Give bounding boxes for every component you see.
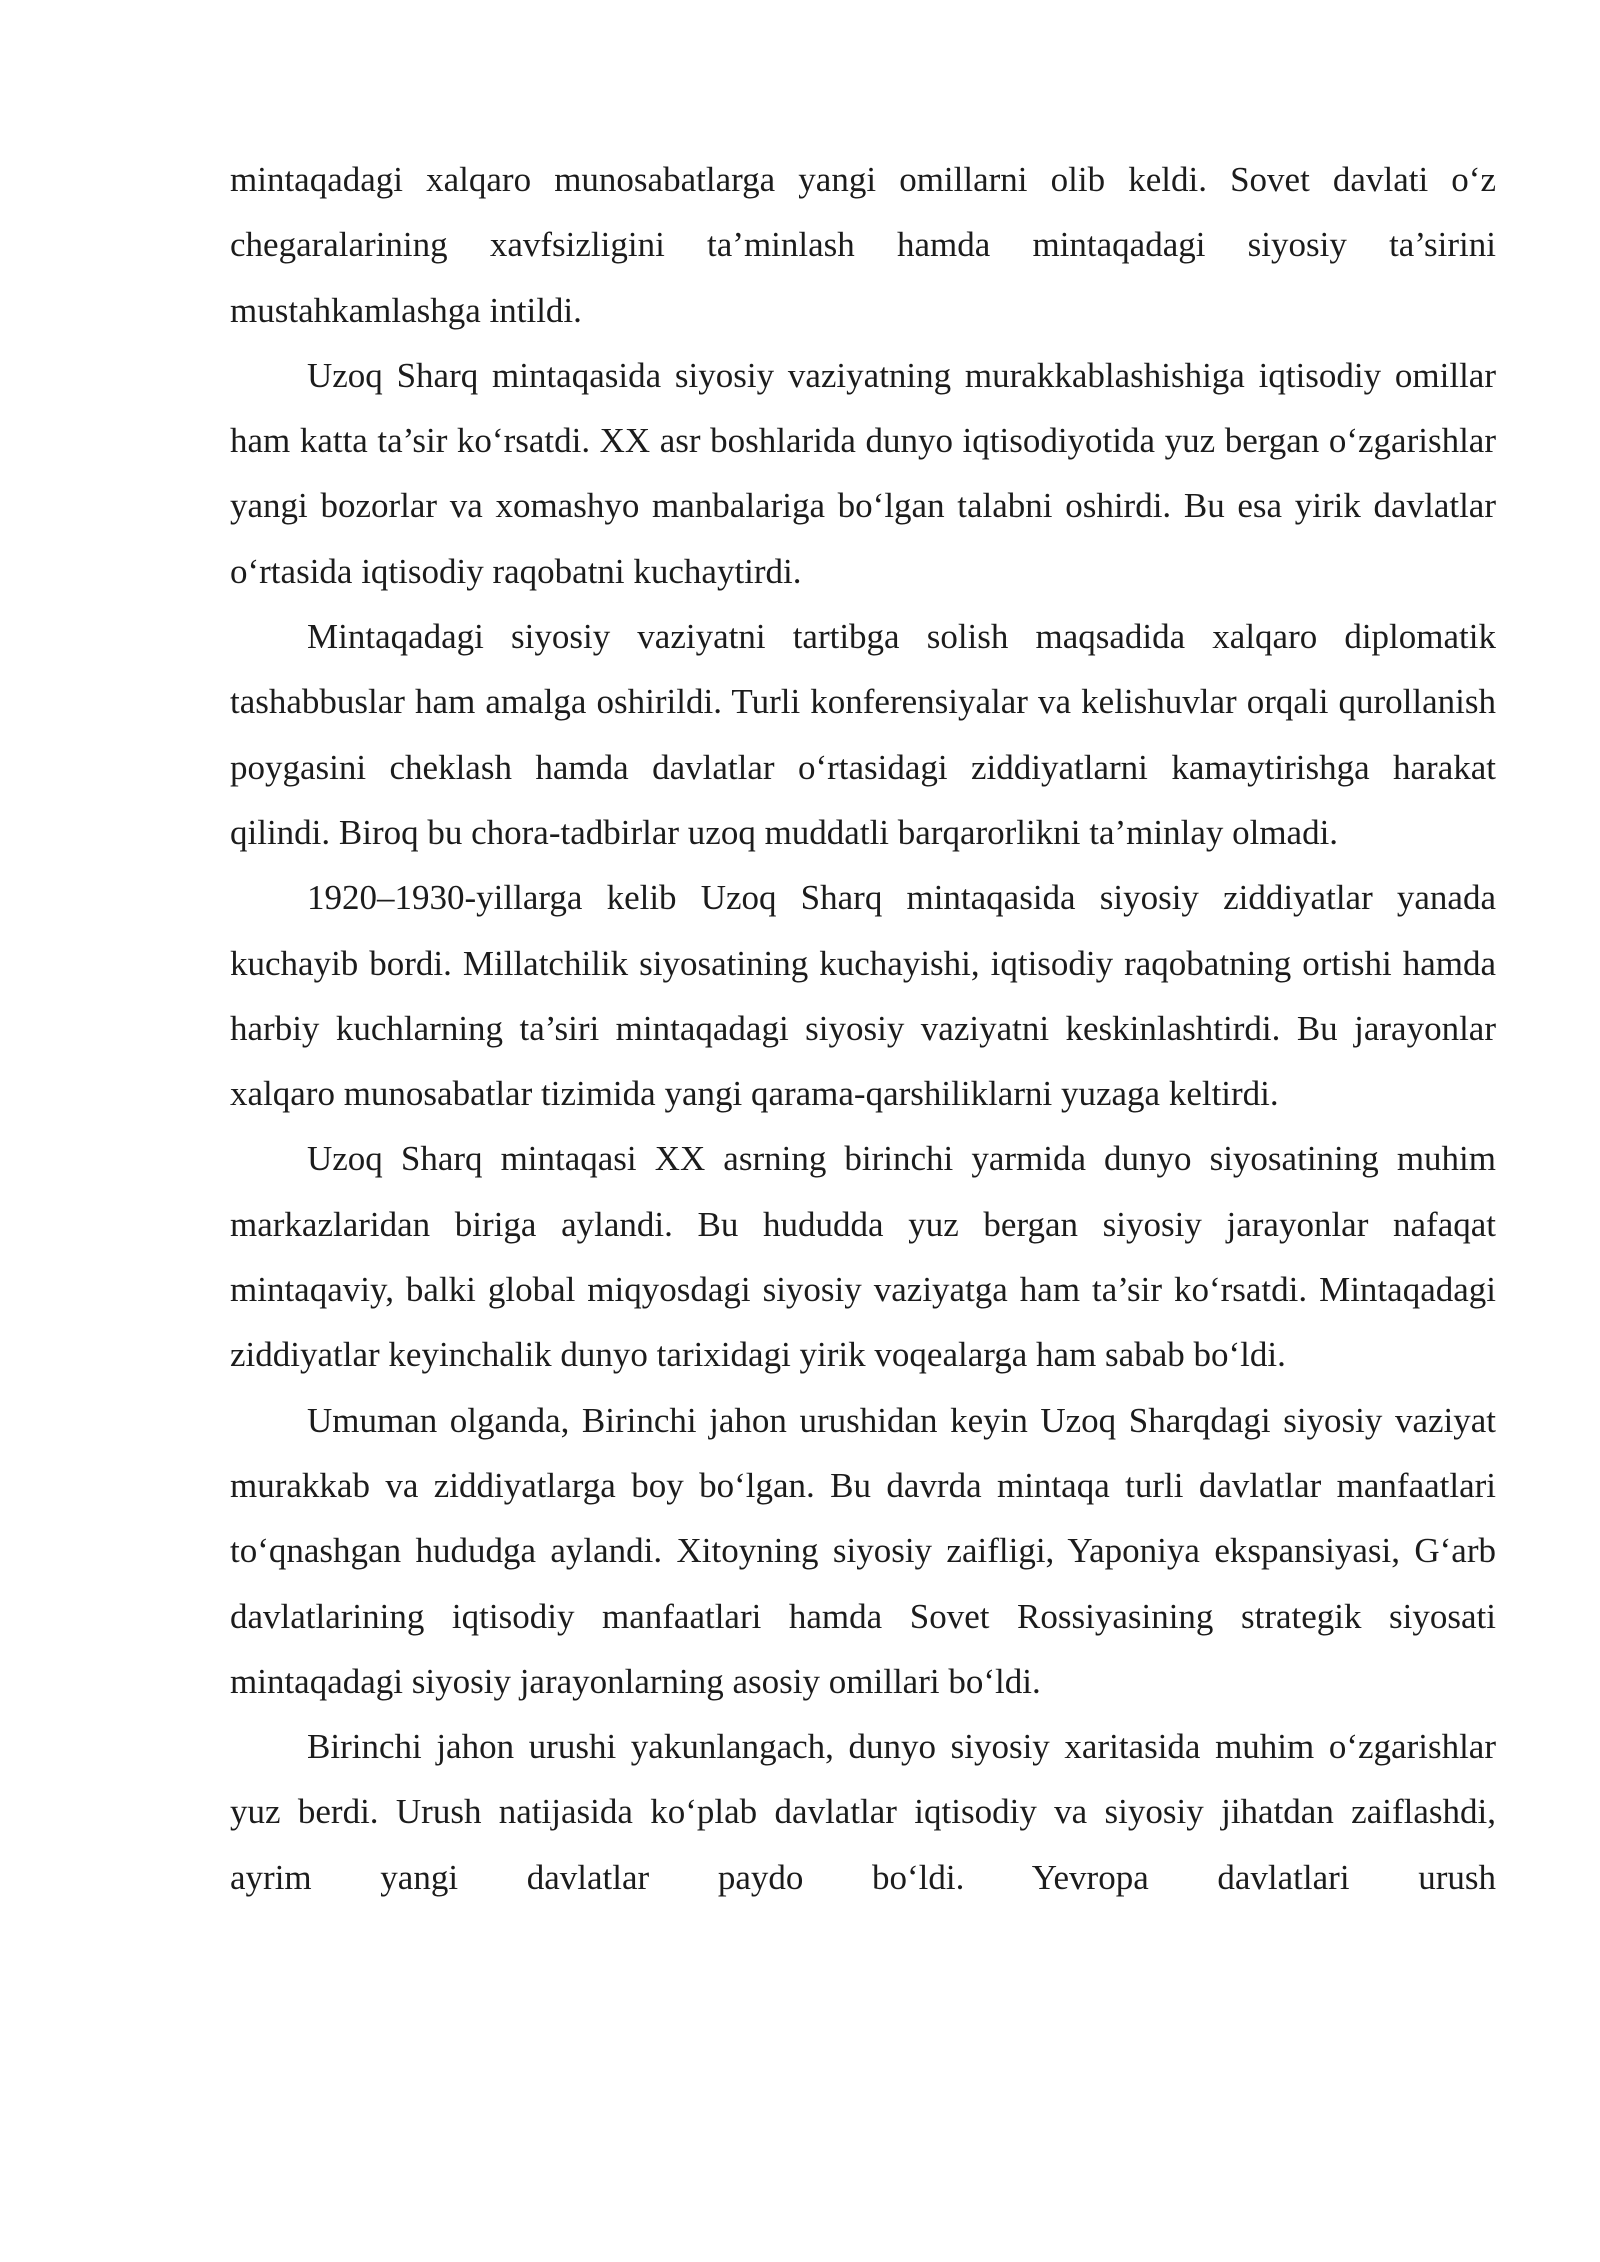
paragraph-5: Uzoq Sharq mintaqasi XX asrning birinchi yarmida dunyo siyosatining muhim markazlaridan biriga aylandi. Bu hududda yuz bergan siyosiy jarayonlar nafaqat mintaqaviy, balki global miqyosdagi siyosiy vaziyatga ham ta’sir ko‘rsatdi. Mintaqadagi ziddiyatlar keyinchalik dunyo tarixidagi yirik voqealarga ham sabab bo‘ldi.: [230, 1139, 1496, 1375]
paragraph-1: mintaqadagi xalqaro munosabatlarga yangi omillarni olib keldi. Sovet davlati o‘z chegaralarining xavfsizligini ta’minlash hamda mintaqadagi siyosiy ta’sirini mustahkamlashga intildi.: [230, 160, 1496, 330]
paragraph-4: 1920–1930-yillarga kelib Uzoq Sharq mintaqasida siyosiy ziddiyatlar yanada kuchayib bordi. Millatchilik siyosatining kuchayishi, iqtisodiy raqobatning ortishi hamda harbiy kuchlarning ta’siri mintaqadagi siyosiy vaziyatni keskinlashtirdi. Bu jarayonlar xalqaro munosabatlar tizimida yangi qarama-qarshiliklarni yuzaga keltirdi.: [230, 878, 1496, 1114]
paragraph-2: Uzoq Sharq mintaqasida siyosiy vaziyatning murakkablashishiga iqtisodiy omillar ham katta ta’sir ko‘rsatdi. XX asr boshlarida dunyo iqtisodiyotida yuz bergan o‘zgarishlar yangi bozorlar va xomashyo manbalariga bo‘lgan talabni oshirdi. Bu esa yirik davlatlar o‘rtasida iqtisodiy raqobatni kuchaytirdi.: [230, 355, 1496, 591]
paragraph-7-continues: Birinchi jahon urushi yakunlangach, dunyo siyosiy xaritasida muhim o‘zgarishlar yuz berdi. Urush natijasida ko‘plab davlatlar iqtisodiy va siyosiy jihatdan zaiflashdi, ayrim yangi davlatlar paydo bo‘ldi. Yevropa davlatlari urush: [230, 1727, 1496, 1897]
paragraph-6: Umuman olganda, Birinchi jahon urushidan keyin Uzoq Sharqdagi siyosiy vaziyat murakkab va ziddiyatlarga boy bo‘lgan. Bu davrda mintaqa turli davlatlar manfaatlari to‘qnashgan hududga aylandi. Xitoyning siyosiy zaifligi, Yaponiya ekspansiyasi, G‘arb davlatlarining iqtisodiy manfaatlari hamda Sovet Rossiyasining strategik siyosati mintaqadagi siyosiy jarayonlarning asosiy omillari bo‘ldi.: [230, 1400, 1496, 1701]
document-page: [230, 147, 1496, 1910]
paragraph-3: Mintaqadagi siyosiy vaziyatni tartibga solish maqsadida xalqaro diplomatik tashabbuslar ham amalga oshirildi. Turli konferensiyalar va kelishuvlar orqali qurollanish poygasini cheklash hamda davlatlar o‘rtasidagi ziddiyatlarni kamaytirishga harakat qilindi. Biroq bu chora-tadbirlar uzoq muddatli barqarorlikni ta’minlay olmadi.: [230, 617, 1496, 852]
